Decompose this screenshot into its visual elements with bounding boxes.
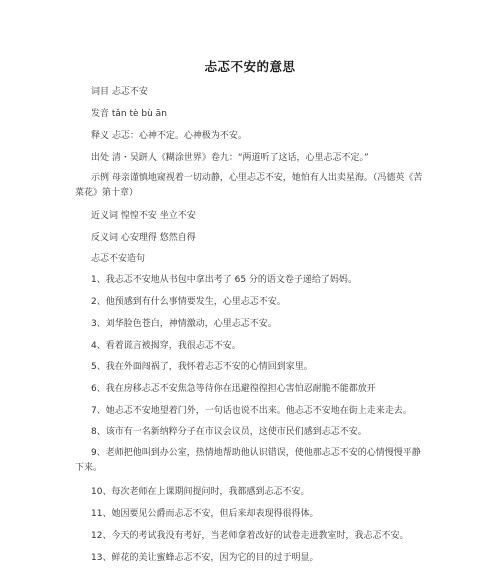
sentence-item: 5、我在外面闯祸了，我怀着忐忑不安的心情回到家里。 bbox=[91, 362, 313, 372]
sentence-item: 3、刘华脸色苍白，神情激动，心里忐忑不安。 bbox=[91, 319, 277, 329]
entry-example: 示例 母亲谨慎地窥视着一切动静，心里忐忑不安，她怕有人出卖星海。（冯德英《苦 bbox=[91, 173, 423, 183]
sentence-item: 12、今天的考试我没有考好，当老师拿着改好的试卷走进教室时，我忐忑不安。 bbox=[91, 531, 409, 541]
entry-antonyms: 反义词 心安理得 悠然自得 bbox=[91, 233, 196, 243]
entry-word: 词目 忐忑不安 bbox=[91, 87, 148, 97]
entry-example-continued: 菜花》第十章） bbox=[75, 188, 139, 198]
sentence-item: 4、看着谎言被揭穿，我很忐忑不安。 bbox=[91, 341, 241, 351]
sentence-item: 1、我忐忑不安地从书包中拿出考了 65 分的语文卷子递给了妈妈。 bbox=[91, 275, 357, 285]
sentence-item: 2、他预感到有什么事情要发生，心里忐忑不安。 bbox=[91, 297, 286, 307]
sentence-item: 9、老师把他叫到办公室，热情地帮助他认识错误，使他那忐忑不安的心情慢慢平静 bbox=[91, 448, 421, 458]
page-title: 忐忑不安的意思 bbox=[204, 59, 296, 74]
sentence-item-continued: 下来。 bbox=[75, 463, 103, 473]
sentence-item: 6、我在房移忐忑不安焦急等待你在迅避徨徨担心害怕忍耐脆不能都放开 bbox=[91, 384, 376, 394]
sentence-item: 10、每次老师在上课期间提问时，我都感到忐忑不安。 bbox=[91, 487, 310, 497]
sentence-item: 11、她因要见公爵而忐忑不安，但后来却表现得很得体。 bbox=[91, 509, 319, 519]
sentence-item: 8、该市有一名新纳粹分子在市议会议员，这使市民们感到忐忑不安。 bbox=[91, 427, 367, 437]
entry-source: 出处 清・吴趼人《糊涂世界》卷九：“两道听了这话，心里忐忑不定。” bbox=[91, 153, 369, 163]
section-heading: 忐忑不安造句 bbox=[91, 254, 146, 264]
sentence-item: 7、她忐忑不安地望着门外，一句话也说不出来。他忐忑不安地在街上走来走去。 bbox=[91, 406, 412, 416]
entry-pronunciation: 发音 tǎn tè bù ān bbox=[91, 109, 167, 119]
entry-definition: 释义 忐忑：心神不定。心神极为不安。 bbox=[91, 131, 247, 141]
sentence-item: 13、鲜花的美让蜜蜂忐忑不安，因为它的目的过于明显。 bbox=[91, 553, 319, 563]
entry-synonyms: 近义词 惶惶不安 坐立不安 bbox=[91, 211, 196, 221]
